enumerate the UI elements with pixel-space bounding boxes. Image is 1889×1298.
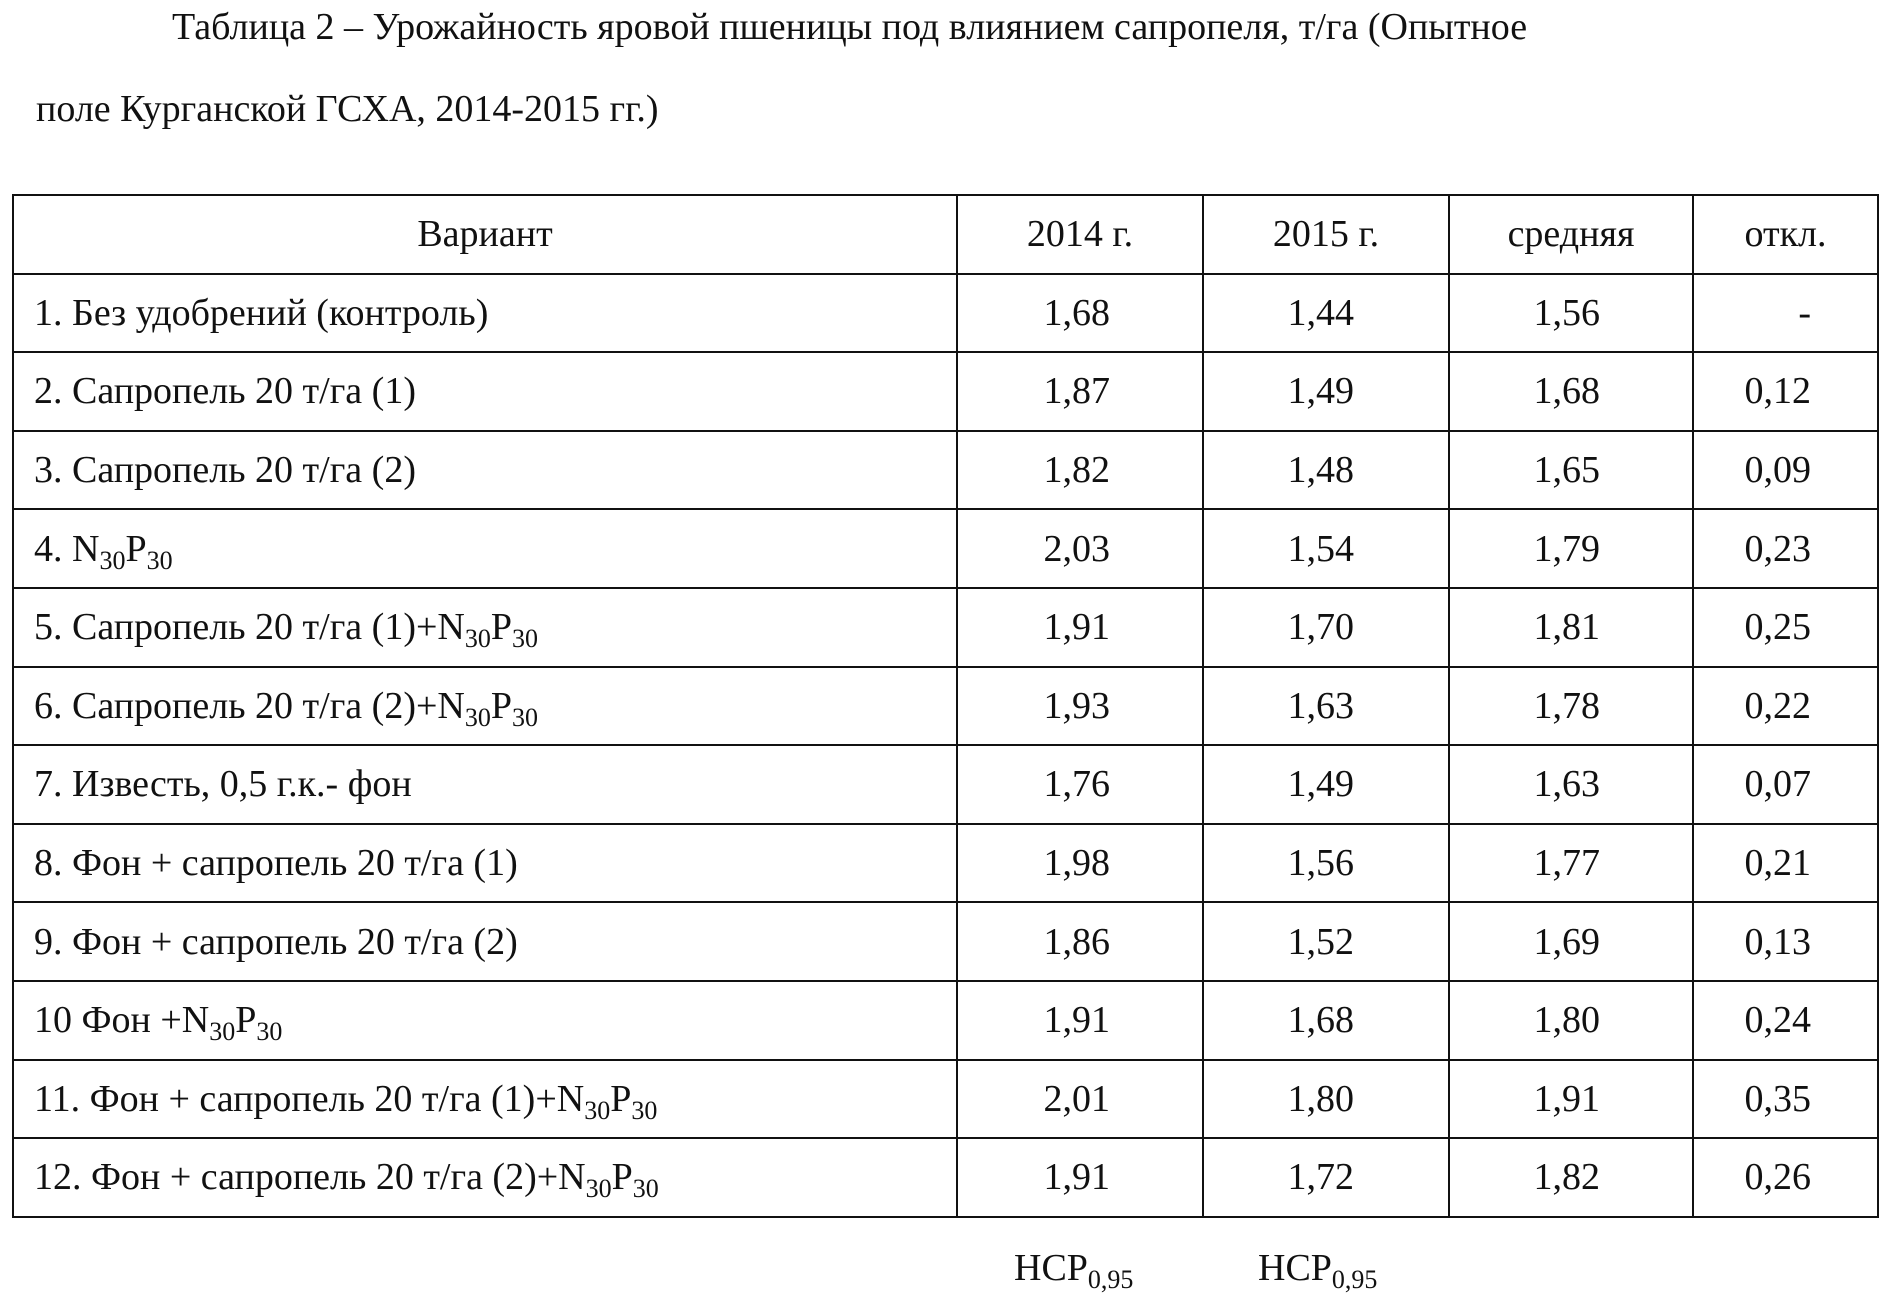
deviation-cell: 0,13: [1693, 902, 1878, 981]
variant-text: 10 Фон +N: [34, 999, 210, 1042]
variant-text: 6. Сапропель 20 т/га (2)+N: [34, 684, 465, 727]
nitrogen-subscript: 30: [209, 1017, 236, 1047]
phosphorus-symbol: P: [610, 1077, 632, 1120]
value-2014-cell: 1,98: [957, 824, 1203, 903]
variant-cell: [13, 1060, 957, 1139]
variant-cell: [13, 431, 957, 510]
value-2014-cell: 2,01: [957, 1060, 1203, 1139]
lsd-subscript-2014: 0,95: [1087, 1265, 1134, 1294]
table-row: [13, 824, 1878, 903]
deviation-cell: -: [1693, 274, 1878, 353]
header-deviation: откл.: [1693, 195, 1878, 274]
deviation-cell: 0,25: [1693, 588, 1878, 667]
deviation-cell: 0,21: [1693, 824, 1878, 903]
value-2015-cell: 1,49: [1203, 745, 1449, 824]
header-2014: 2014 г.: [957, 195, 1203, 274]
phosphorus-subscript: 30: [631, 1095, 658, 1125]
table-row: [13, 981, 1878, 1060]
table-header-row: [13, 195, 1878, 274]
phosphorus-subscript: 30: [511, 624, 538, 654]
value-2014-cell: 1,86: [957, 902, 1203, 981]
caption-line-1: Таблица 2 – Урожайность яровой пшеницы под влиянием сапропеля, т/га (Опытное: [172, 6, 1528, 48]
average-cell: 1,65: [1449, 431, 1693, 510]
value-2014-cell: 1,91: [957, 588, 1203, 667]
value-2014-cell: 1,91: [957, 1138, 1203, 1217]
variant-text: 9. Фон + сапропель 20 т/га (2): [34, 920, 518, 963]
phosphorus-symbol: P: [490, 606, 512, 649]
variant-text: 7. Известь, 0,5 г.к.- фон: [34, 763, 412, 806]
table-row: [13, 745, 1878, 824]
phosphorus-subscript: 30: [511, 702, 538, 732]
value-2014-cell: 1,76: [957, 745, 1203, 824]
table-row: [13, 667, 1878, 746]
yield-table: [12, 194, 1879, 1218]
average-cell: 1,77: [1449, 824, 1693, 903]
header-2015: 2015 г.: [1203, 195, 1449, 274]
lsd-label-2015: [1258, 1246, 1378, 1294]
table-body: [13, 274, 1878, 1217]
variant-cell: [13, 981, 957, 1060]
average-cell: 1,80: [1449, 981, 1693, 1060]
value-2014-cell: 1,91: [957, 981, 1203, 1060]
variant-cell: [13, 824, 957, 903]
value-2014-cell: 1,93: [957, 667, 1203, 746]
variant-text: 11. Фон + сапропель 20 т/га (1)+N: [34, 1077, 585, 1120]
table-row: [13, 274, 1878, 353]
variant-text: 4. N: [34, 527, 100, 570]
value-2015-cell: 1,52: [1203, 902, 1449, 981]
variant-text: 12. Фон + сапропель 20 т/га (2)+N: [34, 1156, 586, 1199]
variant-cell: [13, 1138, 957, 1217]
nitrogen-subscript: 30: [99, 545, 126, 575]
value-2014-cell: 1,87: [957, 352, 1203, 431]
table-row: [13, 588, 1878, 667]
table-row: [13, 1060, 1878, 1139]
variant-cell: [13, 902, 957, 981]
deviation-cell: 0,12: [1693, 352, 1878, 431]
value-2015-cell: 1,80: [1203, 1060, 1449, 1139]
value-2015-cell: 1,70: [1203, 588, 1449, 667]
value-2015-cell: 1,54: [1203, 509, 1449, 588]
deviation-cell: 0,22: [1693, 667, 1878, 746]
value-2015-cell: 1,44: [1203, 274, 1449, 353]
phosphorus-subscript: 30: [632, 1174, 659, 1204]
variant-text: 3. Сапропель 20 т/га (2): [34, 449, 416, 492]
value-2015-cell: 1,72: [1203, 1138, 1449, 1217]
variant-text: 8. Фон + сапропель 20 т/га (1): [34, 842, 518, 885]
table-row: [13, 352, 1878, 431]
value-2015-cell: 1,48: [1203, 431, 1449, 510]
average-cell: 1,91: [1449, 1060, 1693, 1139]
average-cell: 1,82: [1449, 1138, 1693, 1217]
phosphorus-symbol: P: [611, 1156, 633, 1199]
deviation-cell: 0,07: [1693, 745, 1878, 824]
lsd-text-2014: НСР: [1014, 1247, 1088, 1289]
nitrogen-subscript: 30: [584, 1095, 611, 1125]
average-cell: 1,63: [1449, 745, 1693, 824]
deviation-cell: 0,35: [1693, 1060, 1878, 1139]
value-2015-cell: 1,49: [1203, 352, 1449, 431]
lsd-text-2015: НСР: [1258, 1247, 1332, 1289]
variant-text: 2. Сапропель 20 т/га (1): [34, 370, 416, 413]
deviation-cell: 0,24: [1693, 981, 1878, 1060]
variant-cell: [13, 274, 957, 353]
average-cell: 1,69: [1449, 902, 1693, 981]
table-row: [13, 902, 1878, 981]
variant-cell: [13, 588, 957, 667]
deviation-cell: 0,09: [1693, 431, 1878, 510]
deviation-cell: 0,26: [1693, 1138, 1878, 1217]
variant-cell: [13, 745, 957, 824]
value-2014-cell: 1,82: [957, 431, 1203, 510]
average-cell: 1,81: [1449, 588, 1693, 667]
phosphorus-symbol: P: [125, 527, 147, 570]
value-2015-cell: 1,63: [1203, 667, 1449, 746]
average-cell: 1,56: [1449, 274, 1693, 353]
average-cell: 1,68: [1449, 352, 1693, 431]
value-2015-cell: 1,56: [1203, 824, 1449, 903]
value-2015-cell: 1,68: [1203, 981, 1449, 1060]
lsd-label-2014: [1014, 1246, 1134, 1294]
variant-cell: [13, 667, 957, 746]
value-2014-cell: 2,03: [957, 509, 1203, 588]
average-cell: 1,79: [1449, 509, 1693, 588]
variant-text: 5. Сапропель 20 т/га (1)+N: [34, 606, 465, 649]
variant-cell: [13, 509, 957, 588]
variant-text: 1. Без удобрений (контроль): [34, 291, 489, 334]
variant-cell: [13, 352, 957, 431]
nitrogen-subscript: 30: [464, 624, 491, 654]
lsd-subscript-2015: 0,95: [1331, 1265, 1378, 1294]
table-row: [13, 1138, 1878, 1217]
average-cell: 1,78: [1449, 667, 1693, 746]
phosphorus-symbol: P: [235, 999, 257, 1042]
header-variant: Вариант: [13, 195, 957, 274]
table-row: [13, 431, 1878, 510]
phosphorus-subscript: 30: [146, 545, 173, 575]
deviation-cell: 0,23: [1693, 509, 1878, 588]
phosphorus-symbol: P: [490, 684, 512, 727]
header-average: средняя: [1449, 195, 1693, 274]
nitrogen-subscript: 30: [464, 702, 491, 732]
nitrogen-subscript: 30: [585, 1174, 612, 1204]
phosphorus-subscript: 30: [256, 1017, 283, 1047]
table-row: [13, 509, 1878, 588]
value-2014-cell: 1,68: [957, 274, 1203, 353]
caption-line-2: поле Курганской ГСХА, 2014-2015 гг.): [36, 88, 659, 130]
